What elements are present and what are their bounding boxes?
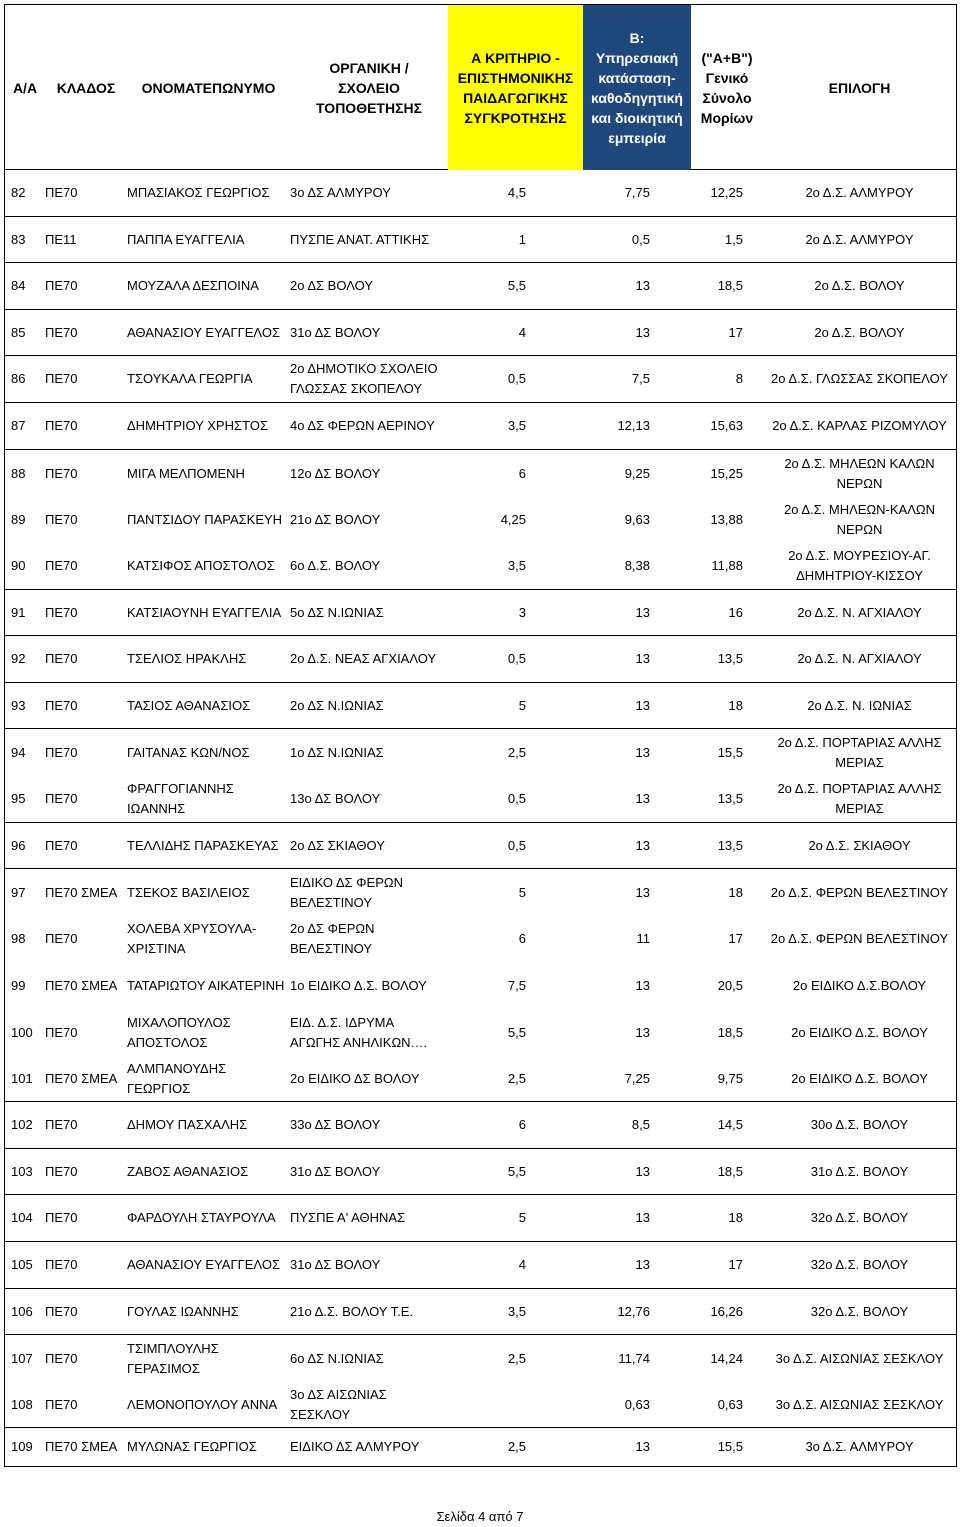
cell-b: 0,5 xyxy=(631,231,650,247)
cell-school: 2ο ΔΗΜΟΤΙΚΟ ΣΧΟΛΕΙΟ ΓΛΩΣΣΑΣ ΣΚΟΠΕΛΟΥ xyxy=(290,361,438,396)
cell-a: 0,5 xyxy=(507,651,526,666)
cell-school: ΠΥΣΠΕ Α' ΑΘΗΝΑΣ xyxy=(290,1210,406,1225)
cell-a: 3 xyxy=(518,604,526,620)
cell-klados: ΠΕ70 xyxy=(45,185,78,200)
cell-aa: 109 xyxy=(11,1439,33,1454)
cell-school: 2ο ΔΣ ΦΕΡΩΝ ΒΕΛΕΣΤΙΝΟΥ xyxy=(290,921,375,956)
table-row xyxy=(5,1428,956,1466)
cell-total: 1,5 xyxy=(724,231,743,247)
cell-choice: 2ο Δ.Σ. ΠΟΡΤΑΡΙΑΣ ΑΛΛΗΣ ΜΕΡΙΑΣ xyxy=(777,781,942,816)
cell-b: 7,75 xyxy=(624,185,650,200)
header-total: ("Α+Β") Γενικό Σύνολο Μορίων xyxy=(700,49,754,126)
cell-b: 8,38 xyxy=(624,558,650,573)
cell-b: 13 xyxy=(635,884,650,900)
header-aa: Α/Α xyxy=(12,79,38,96)
cell-aa: 98 xyxy=(11,931,26,946)
cell-school: 21ο Δ.Σ. ΒΟΛΟΥ Τ.Ε. xyxy=(290,1303,414,1319)
cell-klados: ΠΕ70 ΣΜΕΑ xyxy=(45,1439,118,1454)
table-row xyxy=(5,729,956,776)
cell-choice: 2ο Δ.Σ. ΜΗΛΕΩΝ-ΚΑΛΩΝ ΝΕΡΩΝ xyxy=(783,502,936,537)
header-school: ΟΡΓΑΝΙΚΗ / ΣΧΟΛΕΙΟ ΤΟΠΟΘΕΤΗΣΗΣ xyxy=(316,59,422,116)
cell-aa: 84 xyxy=(11,278,26,293)
table-header xyxy=(5,5,956,170)
cell-name: ΠΑΠΠΑ ΕΥΑΓΓΕΛΙΑ xyxy=(127,231,245,247)
table-row xyxy=(5,590,956,636)
cell-total: 13,5 xyxy=(717,651,743,666)
cell-name: ΑΛΜΠΑΝΟΥΔΗΣ ΓΕΩΡΓΙΟΣ xyxy=(127,1060,227,1096)
cell-klados: ΠΕ11 xyxy=(45,231,77,247)
header-criterion-a: Α ΚΡΙΤΗΡΙΟ - ΕΠΙΣΤΗΜΟΝΙΚΗΣ ΠΑΙΔΑΓΩΓΙΚΗΣ ΣΥΓΚΡΟΤΗΣΗΣ xyxy=(448,5,583,170)
cell-school: 3ο ΔΣ ΑΛΜΥΡΟΥ xyxy=(290,185,391,200)
cell-total: 15,5 xyxy=(717,744,743,760)
cell-total: 11,88 xyxy=(711,558,743,573)
cell-choice: 2ο ΕΙΔΙΚΟ Δ.Σ.ΒΟΛΟΥ xyxy=(792,977,927,993)
cell-choice: 2ο Δ.Σ. Ν. ΙΩΝΙΑΣ xyxy=(807,697,912,713)
cell-total: 14,24 xyxy=(710,1350,743,1366)
cell-name: ΑΘΑΝΑΣΙΟΥ ΕΥΑΓΓΕΛΟΣ xyxy=(127,1257,280,1272)
cell-choice: 32ο Δ.Σ. ΒΟΛΟΥ xyxy=(810,1210,909,1225)
cell-b: 13 xyxy=(635,651,650,666)
cell-total: 13,88 xyxy=(710,512,743,527)
cell-school: 33ο ΔΣ ΒΟΛΟΥ xyxy=(290,1117,381,1132)
table-row xyxy=(5,1335,956,1382)
cell-total: 14,5 xyxy=(717,1117,743,1132)
cell-a: 2,5 xyxy=(507,1070,526,1086)
cell-a xyxy=(448,1382,526,1427)
cell-total: 18,5 xyxy=(717,1024,743,1040)
table-row xyxy=(5,310,956,356)
cell-aa: 103 xyxy=(11,1163,33,1179)
cell-a: 4 xyxy=(518,1257,526,1272)
cell-a: 3,5 xyxy=(507,558,526,573)
cell-name: ΤΑΤΑΡΙΩΤΟΥ ΑΙΚΑΤΕΡΙΝΗ xyxy=(127,977,285,993)
cell-klados: ΠΕ70 ΣΜΕΑ xyxy=(45,977,118,993)
table-row xyxy=(5,823,956,869)
cell-choice: 2ο Δ.Σ. ΚΑΡΛΑΣ ΡΙΖΟΜΥΛΟΥ xyxy=(772,418,947,433)
results-table xyxy=(4,4,957,1467)
cell-total: 13,5 xyxy=(717,791,743,806)
cell-a: 4 xyxy=(518,324,526,340)
cell-name: ΔΗΜΗΤΡΙΟΥ ΧΡΗΣΤΟΣ xyxy=(127,418,268,433)
table-row xyxy=(5,1102,956,1149)
cell-name: ΚΑΤΣΙΑΟΥΝΗ ΕΥΑΓΓΕΛΙΑ xyxy=(127,604,282,620)
cell-total: 18 xyxy=(728,884,743,900)
cell-total: 18,5 xyxy=(717,1163,743,1179)
cell-name: ΤΣΕΛΙΟΣ ΗΡΑΚΛΗΣ xyxy=(127,651,247,666)
cell-total: 13,5 xyxy=(717,837,743,853)
cell-aa: 107 xyxy=(11,1350,33,1366)
cell-aa: 100 xyxy=(11,1024,33,1040)
cell-aa: 97 xyxy=(11,884,26,900)
cell-b: 7,25 xyxy=(624,1070,650,1086)
cell-b: 8,5 xyxy=(631,1117,650,1132)
cell-aa: 108 xyxy=(11,1396,33,1412)
cell-school: 2ο ΔΣ Ν.ΙΩΝΙΑΣ xyxy=(290,697,384,713)
table-row xyxy=(5,170,956,217)
header-name: ΟΝΟΜΑΤΕΠΩΝΥΜΟ xyxy=(141,79,276,96)
cell-a: 0,5 xyxy=(507,837,526,853)
table-row xyxy=(5,962,956,1009)
cell-a: 7,5 xyxy=(507,977,526,993)
cell-klados: ΠΕ70 ΣΜΕΑ xyxy=(45,1070,118,1086)
cell-aa: 99 xyxy=(11,977,26,993)
cell-b: 13 xyxy=(635,744,650,760)
cell-klados: ΠΕ70 ΣΜΕΑ xyxy=(45,884,118,900)
cell-aa: 87 xyxy=(11,418,26,433)
cell-school: 3ο ΔΣ ΑΙΣΩΝΙΑΣ ΣΕΣΚΛΟΥ xyxy=(290,1386,387,1422)
cell-total: 12,25 xyxy=(710,185,743,200)
cell-klados: ΠΕ70 xyxy=(45,837,78,853)
cell-aa: 101 xyxy=(11,1070,33,1086)
cell-school: 1ο ΔΣ Ν.ΙΩΝΙΑΣ xyxy=(290,744,384,760)
cell-b: 13 xyxy=(635,604,650,620)
cell-a: 4,5 xyxy=(507,185,526,200)
cell-klados: ΠΕ70 xyxy=(45,558,78,573)
cell-b: 9,63 xyxy=(624,512,650,527)
cell-choice: 2ο Δ.Σ. ΜΟΥΡΕΣΙΟΥ-ΑΓ. ΔΗΜΗΤΡΙΟΥ-ΚΙΣΣΟΥ xyxy=(788,548,931,583)
cell-aa: 94 xyxy=(11,744,26,760)
cell-klados: ΠΕ70 xyxy=(45,278,78,293)
cell-total: 15,25 xyxy=(710,465,743,481)
cell-name: ΓΟΥΛΑΣ ΙΩΑΝΝΗΣ xyxy=(127,1303,239,1319)
cell-aa: 89 xyxy=(11,512,26,527)
table-row xyxy=(5,683,956,729)
cell-choice: 2ο Δ.Σ. ΦΕΡΩΝ ΒΕΛΕΣΤΙΝΟΥ xyxy=(770,884,949,900)
cell-school: 2ο ΔΣ ΣΚΙΑΘΟΥ xyxy=(290,837,385,853)
cell-total: 17 xyxy=(728,324,743,340)
cell-name: ΤΑΣΙΟΣ ΑΘΑΝΑΣΙΟΣ xyxy=(127,697,251,713)
cell-b: 13 xyxy=(635,697,650,713)
cell-name: ΧΟΛΕΒΑ ΧΡΥΣΟΥΛΑ-ΧΡΙΣΤΙΝΑ xyxy=(127,921,257,956)
cell-b: 13 xyxy=(635,837,650,853)
cell-school: 2ο ΕΙΔΙΚΟ ΔΣ ΒΟΛΟΥ xyxy=(290,1070,420,1086)
cell-klados: ΠΕ70 xyxy=(45,1350,78,1366)
cell-school: ΕΙΔ. Δ.Σ. ΙΔΡΥΜΑ ΑΓΩΓΗΣ ΑΝΗΛΙΚΩΝ…. xyxy=(290,1014,428,1050)
cell-choice: 2ο Δ.Σ. ΒΟΛΟΥ xyxy=(814,324,905,340)
cell-name: ΖΑΒΟΣ ΑΘΑΝΑΣΙΟΣ xyxy=(127,1163,249,1179)
cell-b: 13 xyxy=(635,278,650,293)
table-row xyxy=(5,1382,956,1428)
cell-klados: ΠΕ70 xyxy=(45,512,78,527)
cell-name: ΜΙΓΑ ΜΕΛΠΟΜΕΝΗ xyxy=(127,465,245,481)
cell-b: 7,5 xyxy=(631,371,650,386)
cell-total: 9,75 xyxy=(717,1070,743,1086)
cell-choice: 31ο Δ.Σ. ΒΟΛΟΥ xyxy=(810,1163,909,1179)
cell-a: 3,5 xyxy=(507,1303,526,1319)
cell-name: ΑΘΑΝΑΣΙΟΥ ΕΥΑΓΓΕΛΟΣ xyxy=(127,324,280,340)
cell-name: ΜΙΧΑΛΟΠΟΥΛΟΣ ΑΠΟΣΤΟΛΟΣ xyxy=(127,1014,231,1050)
cell-b: 0,63 xyxy=(624,1396,650,1412)
cell-b: 13 xyxy=(635,324,650,340)
table-row xyxy=(5,636,956,683)
table-row xyxy=(5,217,956,263)
cell-klados: ΠΕ70 xyxy=(45,465,78,481)
cell-total: 16,26 xyxy=(710,1303,743,1319)
table-row xyxy=(5,1149,956,1195)
cell-choice: 2ο ΕΙΔΙΚΟ Δ.Σ. ΒΟΛΟΥ xyxy=(791,1070,928,1086)
cell-total: 16 xyxy=(728,604,743,620)
cell-b: 12,13 xyxy=(617,418,650,433)
cell-a: 5,5 xyxy=(507,1024,526,1040)
cell-b: 13 xyxy=(635,791,650,806)
cell-name: ΔΗΜΟΥ ΠΑΣΧΑΛΗΣ xyxy=(127,1117,248,1132)
table-row xyxy=(5,263,956,310)
cell-a: 5 xyxy=(518,884,526,900)
cell-name: ΚΑΤΣΙΦΟΣ ΑΠΟΣΤΟΛΟΣ xyxy=(127,558,275,573)
cell-a: 0,5 xyxy=(507,371,526,386)
table-row xyxy=(5,776,956,823)
cell-a: 6 xyxy=(518,1117,526,1132)
cell-choice: 2ο Δ.Σ. ΑΛΜΥΡΟΥ xyxy=(805,185,914,200)
cell-a: 2,5 xyxy=(507,1439,526,1454)
cell-choice: 2ο Δ.Σ. ΑΛΜΥΡΟΥ xyxy=(805,231,914,247)
cell-choice: 3ο Δ.Σ. ΑΙΣΩΝΙΑΣ ΣΕΣΚΛΟΥ xyxy=(775,1396,944,1412)
cell-school: 6ο ΔΣ Ν.ΙΩΝΙΑΣ xyxy=(290,1350,384,1366)
cell-klados: ΠΕ70 xyxy=(45,418,78,433)
cell-b: 13 xyxy=(635,977,650,993)
table-row xyxy=(5,403,956,450)
cell-name: ΤΣΙΜΠΛΟΥΛΗΣ ΓΕΡΑΣΙΜΟΣ xyxy=(127,1340,219,1376)
cell-a: 3,5 xyxy=(507,418,526,433)
cell-klados: ΠΕ70 xyxy=(45,604,78,620)
cell-name: ΜΠΑΣΙΑΚΟΣ ΓΕΩΡΓΙΟΣ xyxy=(127,185,270,200)
cell-choice: 2ο ΕΙΔΙΚΟ Δ.Σ. ΒΟΛΟΥ xyxy=(791,1024,928,1040)
cell-klados: ΠΕ70 xyxy=(45,324,78,340)
cell-school: 1ο ΕΙΔΙΚΟ Δ.Σ. ΒΟΛΟΥ xyxy=(290,977,427,993)
cell-b: 11 xyxy=(636,931,650,946)
table-row xyxy=(5,450,956,497)
cell-b: 9,25 xyxy=(624,465,650,481)
table-row xyxy=(5,497,956,543)
cell-a: 4,25 xyxy=(500,512,526,527)
cell-b: 13 xyxy=(635,1024,650,1040)
cell-name: ΦΑΡΔΟΥΛΗ ΣΤΑΥΡΟΥΛΑ xyxy=(127,1210,276,1225)
table-row xyxy=(5,543,956,590)
cell-a: 2,5 xyxy=(507,1350,526,1366)
cell-a: 5,5 xyxy=(507,1163,526,1179)
cell-choice: 2ο Δ.Σ. Ν. ΑΓΧΙΑΛΟΥ xyxy=(797,651,922,666)
cell-school: ΠΥΣΠΕ ΑΝΑΤ. ΑΤΤΙΚΗΣ xyxy=(290,231,430,247)
cell-a: 5 xyxy=(518,697,526,713)
table-row xyxy=(5,1242,956,1289)
cell-school: 2ο ΔΣ ΒΟΛΟΥ xyxy=(290,278,374,293)
table-row xyxy=(5,356,956,403)
cell-a: 5,5 xyxy=(507,278,526,293)
table-row xyxy=(5,1056,956,1102)
table-row xyxy=(5,916,956,962)
cell-name: ΦΡΑΓΓΟΓΙΑΝΝΗΣ ΙΩΑΝΝΗΣ xyxy=(127,781,234,816)
cell-a: 2,5 xyxy=(507,744,526,760)
cell-name: ΜΟΥΖΑΛΑ ΔΕΣΠΟΙΝΑ xyxy=(127,278,259,293)
cell-total: 18 xyxy=(728,697,743,713)
cell-name: ΤΕΛΛΙΔΗΣ ΠΑΡΑΣΚΕΥΑΣ xyxy=(127,837,279,853)
cell-school: 5ο ΔΣ Ν.ΙΩΝΙΑΣ xyxy=(290,604,384,620)
cell-b: 11,74 xyxy=(618,1350,650,1366)
cell-total: 15,63 xyxy=(710,418,743,433)
cell-klados: ΠΕ70 xyxy=(45,791,78,806)
cell-aa: 102 xyxy=(11,1117,33,1132)
cell-total: 15,5 xyxy=(717,1439,743,1454)
cell-b: 13 xyxy=(635,1257,650,1272)
cell-b: 12,76 xyxy=(617,1303,650,1319)
cell-klados: ΠΕ70 xyxy=(45,651,78,666)
cell-choice: 2ο Δ.Σ. ΜΗΛΕΩΝ ΚΑΛΩΝ ΝΕΡΩΝ xyxy=(784,455,935,491)
cell-a: 5 xyxy=(518,1210,526,1225)
cell-school: ΕΙΔΙΚΟ ΔΣ ΦΕΡΩΝ ΒΕΛΕΣΤΙΝΟΥ xyxy=(290,874,404,910)
cell-choice: 2ο Δ.Σ. ΓΛΩΣΣΑΣ ΣΚΟΠΕΛΟΥ xyxy=(771,371,948,386)
cell-a: 0,5 xyxy=(507,791,526,806)
cell-klados: ΠΕ70 xyxy=(45,931,78,946)
cell-choice: 2ο Δ.Σ. ΦΕΡΩΝ ΒΕΛΕΣΤΙΝΟΥ xyxy=(770,931,949,946)
cell-total: 18,5 xyxy=(717,278,743,293)
cell-aa: 82 xyxy=(11,185,26,200)
cell-total: 18 xyxy=(728,1210,743,1225)
header-criterion-b: Β: Υπηρεσιακή κατάσταση- καθοδηγητική και διοικητική εμπειρία xyxy=(583,5,691,170)
cell-a: 1 xyxy=(518,231,526,247)
cell-klados: ΠΕ70 xyxy=(45,371,78,386)
cell-name: ΠΑΝΤΣΙΔΟΥ ΠΑΡΑΣΚΕΥΗ xyxy=(127,512,283,527)
cell-klados: ΠΕ70 xyxy=(45,1163,78,1179)
cell-name: ΜΥΛΩΝΑΣ ΓΕΩΡΓΙΟΣ xyxy=(127,1439,257,1454)
cell-aa: 90 xyxy=(11,558,26,573)
cell-total: 8 xyxy=(735,371,743,386)
cell-total: 0,63 xyxy=(717,1396,743,1412)
cell-aa: 95 xyxy=(11,791,26,806)
cell-school: 6ο Δ.Σ. ΒΟΛΟΥ xyxy=(290,558,381,573)
cell-klados: ΠΕ70 xyxy=(45,1117,78,1132)
page-number: Σελίδα 4 από 7 xyxy=(436,1509,524,1524)
cell-aa: 104 xyxy=(11,1210,33,1225)
cell-school: 13ο ΔΣ ΒΟΛΟΥ xyxy=(290,791,381,806)
cell-school: 12ο ΔΣ ΒΟΛΟΥ xyxy=(290,465,381,481)
header-klados: ΚΛΑΔΟΣ xyxy=(56,79,116,96)
cell-aa: 83 xyxy=(11,231,26,247)
cell-choice: 30ο Δ.Σ. ΒΟΛΟΥ xyxy=(810,1117,909,1132)
cell-name: ΤΣΟΥΚΑΛΑ ΓΕΩΡΓΙΑ xyxy=(127,371,253,386)
cell-aa: 85 xyxy=(11,324,26,340)
cell-klados: ΠΕ70 xyxy=(45,1024,78,1040)
cell-school: 31ο ΔΣ ΒΟΛΟΥ xyxy=(290,1257,381,1272)
cell-choice: 2ο Δ.Σ. ΣΚΙΑΘΟΥ xyxy=(808,837,911,853)
cell-school: 31ο ΔΣ ΒΟΛΟΥ xyxy=(290,1163,381,1179)
cell-name: ΛΕΜΟΝΟΠΟΥΛΟΥ ΑΝΝΑ xyxy=(127,1396,278,1412)
cell-school: ΕΙΔΙΚΟ ΔΣ ΑΛΜΥΡΟΥ xyxy=(290,1439,420,1454)
cell-choice: 2ο Δ.Σ. ΒΟΛΟΥ xyxy=(814,278,905,293)
cell-b: 13 xyxy=(635,1439,650,1454)
cell-name: ΓΑΙΤΑΝΑΣ ΚΩΝ/ΝΟΣ xyxy=(127,744,250,760)
table-row xyxy=(5,1289,956,1335)
cell-choice: 3ο Δ.Σ. ΑΙΣΩΝΙΑΣ ΣΕΣΚΛΟΥ xyxy=(775,1350,944,1366)
cell-aa: 92 xyxy=(11,651,26,666)
cell-choice: 32ο Δ.Σ. ΒΟΛΟΥ xyxy=(810,1303,909,1319)
cell-klados: ΠΕ70 xyxy=(45,744,78,760)
cell-school: 4ο ΔΣ ΦΕΡΩΝ ΑΕΡΙΝΟΥ xyxy=(290,418,435,433)
table-row xyxy=(5,1009,956,1056)
cell-aa: 91 xyxy=(11,604,26,620)
cell-aa: 88 xyxy=(11,465,26,481)
cell-klados: ΠΕ70 xyxy=(45,697,78,713)
cell-b: 13 xyxy=(635,1163,650,1179)
cell-klados: ΠΕ70 xyxy=(45,1210,78,1225)
cell-a: 6 xyxy=(518,465,526,481)
cell-aa: 96 xyxy=(11,837,26,853)
cell-choice: 2ο Δ.Σ. Ν. ΑΓΧΙΑΛΟΥ xyxy=(797,604,922,620)
header-choice: ΕΠΙΛΟΓΗ xyxy=(828,79,891,96)
cell-aa: 93 xyxy=(11,697,26,713)
cell-aa: 86 xyxy=(11,371,26,386)
cell-choice: 32ο Δ.Σ. ΒΟΛΟΥ xyxy=(810,1257,909,1272)
cell-name: ΤΣΕΚΟΣ ΒΑΣΙΛΕΙΟΣ xyxy=(127,884,250,900)
cell-aa: 105 xyxy=(11,1257,33,1272)
cell-choice: 3ο Δ.Σ. ΑΛΜΥΡΟΥ xyxy=(805,1439,914,1454)
cell-klados: ΠΕ70 xyxy=(45,1257,78,1272)
cell-choice: 2ο Δ.Σ. ΠΟΡΤΑΡΙΑΣ ΑΛΛΗΣ ΜΕΡΙΑΣ xyxy=(777,734,942,770)
cell-total: 17 xyxy=(728,931,743,946)
table-row xyxy=(5,869,956,916)
cell-school: 2ο Δ.Σ. ΝΕΑΣ ΑΓΧΙΑΛΟΥ xyxy=(290,651,437,666)
cell-school: 21ο ΔΣ ΒΟΛΟΥ xyxy=(290,512,381,527)
cell-a: 6 xyxy=(518,931,526,946)
cell-klados: ΠΕ70 xyxy=(45,1396,78,1412)
cell-total: 20,5 xyxy=(717,977,743,993)
table-row xyxy=(5,1195,956,1242)
cell-klados: ΠΕ70 xyxy=(45,1303,78,1319)
cell-aa: 106 xyxy=(11,1303,33,1319)
cell-b: 13 xyxy=(635,1210,650,1225)
cell-total: 17 xyxy=(728,1257,743,1272)
cell-school: 31ο ΔΣ ΒΟΛΟΥ xyxy=(290,324,381,340)
